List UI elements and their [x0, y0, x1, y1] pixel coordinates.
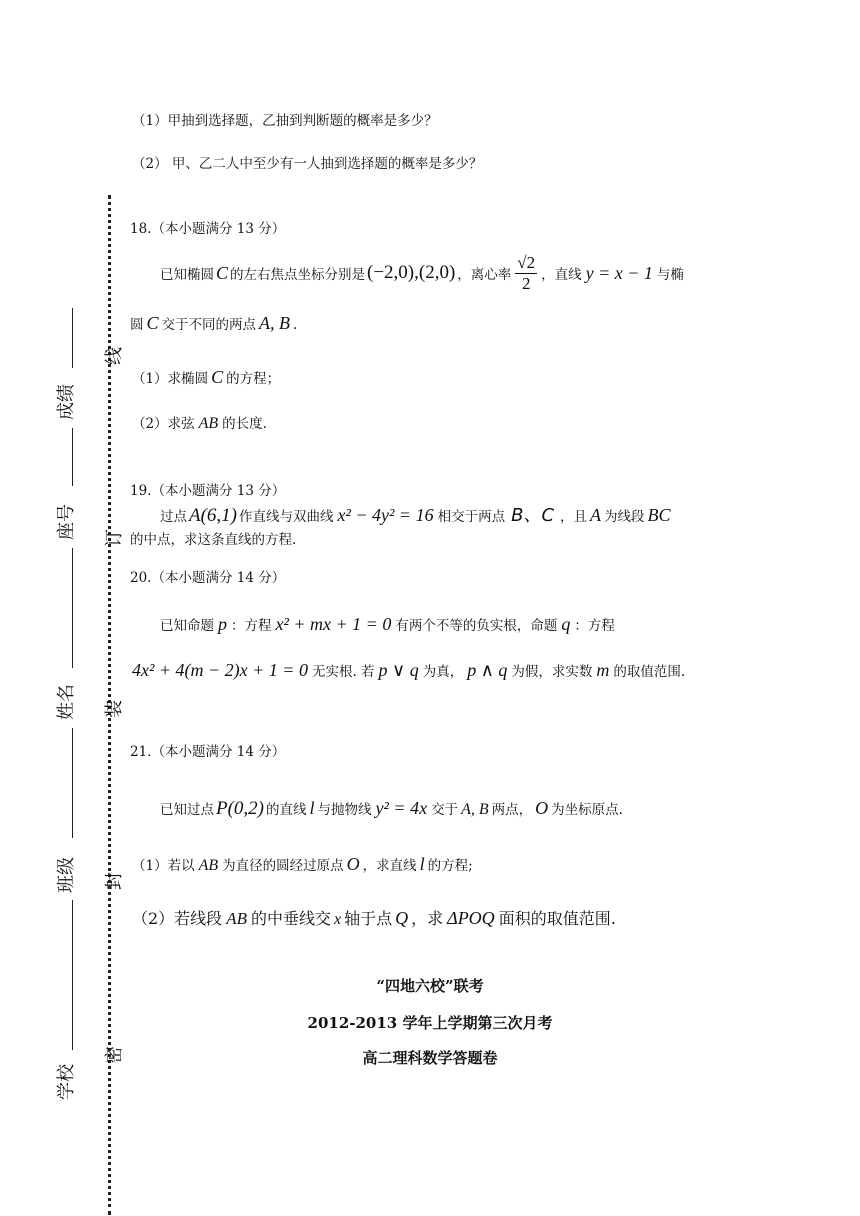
exam-union-title: “四地六校”联考 — [376, 977, 484, 995]
exam-term-title: 2012-2013 学年上学期第三次月考 — [307, 1014, 553, 1032]
name-blank-line — [72, 728, 73, 838]
q21-header: 21.（本小题满分 14 分） — [130, 744, 286, 760]
score-to-seat-line — [72, 428, 73, 486]
eccentricity-fraction: $\frac{√2}{2}$ — [517, 252, 536, 293]
q18-header: 18.（本小题满分 13 分） — [130, 221, 286, 237]
seal-char-feng: 封 — [104, 872, 125, 890]
q19-header: 19.（本小题满分 13 分） — [130, 483, 286, 499]
q19-statement-line2: 的中点，求这条直线的方程. — [130, 532, 297, 548]
score-label: 成绩 — [56, 384, 77, 420]
q21-part1: （1）若以 AB 为直径的圆经过原点 O ，求直线 l 的方程; — [132, 854, 473, 874]
answer-sheet-title: 高二理科数学答题卷 — [362, 1049, 498, 1067]
seal-char-zhuang: 装 — [104, 700, 125, 718]
seal-char-xian: 线 — [104, 347, 125, 365]
q17-part1: （1）甲抽到选择题，乙抽到判断题的概率是多少？ — [132, 113, 438, 129]
name-label: 姓名 — [56, 684, 77, 720]
seal-char-ding: 订 — [104, 529, 125, 547]
seal-char-mi: 密 — [104, 1046, 125, 1064]
q18-part2: （2）求弦 AB 的长度. — [132, 415, 267, 432]
q21-statement-line1: 已知过点 P(0,2) 的直线 l 与抛物线 y² = 4x 交于 A, B 两点， O 为坐标原点. — [160, 798, 623, 819]
q20-statement-line1: 已知命题 p ：方程 x² + mx + 1 = 0 有两个不等的负实根，命题 q ：方程 — [160, 614, 615, 634]
q20-header: 20.（本小题满分 14 分） — [130, 570, 286, 586]
seat-label: 座号 — [56, 504, 77, 540]
score-blank-line — [72, 308, 73, 368]
q17-part2: （2） 甲、乙二人中至少有一人抽到选择题的概率是多少？ — [132, 156, 483, 172]
q20-statement-line2: 4x² + 4(m − 2)x + 1 = 0 无实根. 若 p ∨ q 为真， p ∧ q 为假，求实数 m 的取值范围. — [132, 660, 686, 680]
q21-part2: （2）若线段 AB 的中垂线交 x 轴于点 Q ，求 ΔPOQ 面积的取值范围. — [132, 908, 616, 928]
school-label: 学校 — [56, 1064, 77, 1100]
seat-blank-line — [72, 548, 73, 668]
q18-statement-line2: 圆 C 交于不同的两点 A, B . — [130, 313, 298, 333]
q19-statement-line1: 过点 A(6,1) 作直线与双曲线 x² − 4y² = 16 相交于两点 B、C ，且 A 为线段 BC — [160, 505, 671, 526]
class-label: 班级 — [56, 857, 77, 893]
q18-part1: （1）求椭圆 C 的方程； — [132, 367, 281, 387]
q18-statement-line1: 已知椭圆 C 的左右焦点坐标分别是 (−2,0),(2,0) ，离心率 $\frac{√2}{2}$ ，直线 y = x − 1 与椭 — [160, 252, 684, 293]
